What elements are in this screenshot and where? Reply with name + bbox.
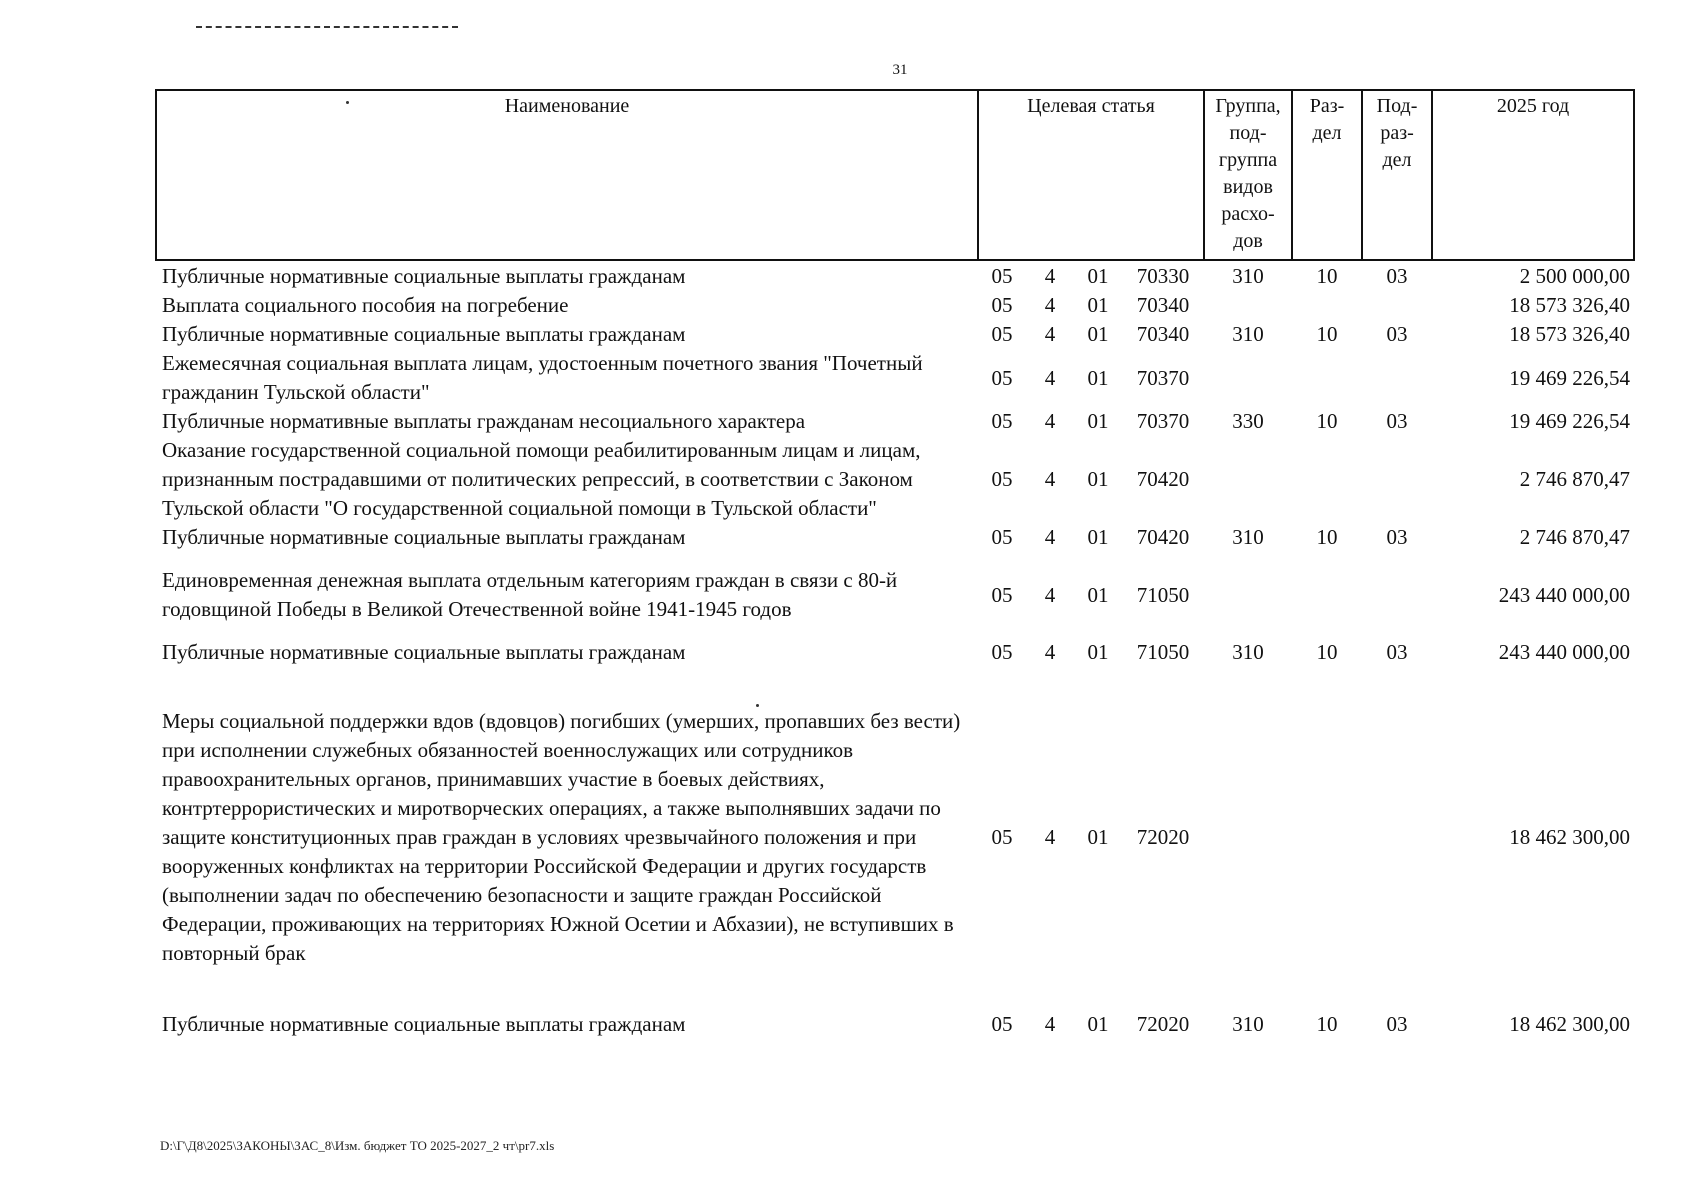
row-name: Оказание государственной социальной помощи реабилитированным лицам и лицам, признанным пострадавшими от политических репрессий, в соответствии с Законом Тульской области "О государственной социальной помощи в Тульской области" xyxy=(162,438,921,520)
row-target-program: 05 xyxy=(991,409,1013,433)
table-row xyxy=(156,349,1634,407)
row-target-type: 4 xyxy=(1044,640,1056,664)
table-row xyxy=(156,407,1634,436)
row-expense-group xyxy=(1204,552,1292,638)
header-section-line: Раз- xyxy=(1309,95,1345,117)
row-target-type: 4 xyxy=(1044,582,1056,607)
row-target-code: 70420 xyxy=(1136,467,1190,491)
row-subsection xyxy=(1362,667,1432,998)
footer-file-path: D:\Г\Д8\2025\ЗАКОНЫ\ЗАС_8\Изм. бюджет ТО 2025-2027_2 чт\pr7.xls xyxy=(160,1138,555,1153)
row-target-type: 4 xyxy=(1044,365,1056,390)
row-expense-group: 310 xyxy=(1232,525,1264,549)
row-name: Публичные нормативные выплаты гражданам несоциального характера xyxy=(162,409,806,433)
row-expense-group: 310 xyxy=(1232,1012,1264,1036)
row-section xyxy=(1292,349,1362,407)
row-section: 10 xyxy=(1316,1012,1338,1036)
row-subsection: 03 xyxy=(1386,322,1408,346)
header-name: Наименование xyxy=(156,90,978,260)
row-target-program: 05 xyxy=(991,365,1013,390)
table-row xyxy=(156,523,1634,552)
row-amount: 243 440 000,00 xyxy=(1498,640,1631,664)
row-section xyxy=(1292,552,1362,638)
row-amount: 2 500 000,00 xyxy=(1519,264,1631,288)
row-target-program: 05 xyxy=(991,525,1013,549)
row-name: Публичные нормативные социальные выплаты гражданам xyxy=(162,322,686,346)
row-amount: 18 462 300,00 xyxy=(1509,1012,1631,1036)
row-name: Выплата социального пособия на погребение xyxy=(162,293,569,317)
budget-table xyxy=(155,89,1635,1039)
header-expense-group-line: дов xyxy=(1233,230,1263,252)
row-section: 10 xyxy=(1316,322,1338,346)
header-section-line: дел xyxy=(1312,122,1342,144)
row-section xyxy=(1292,291,1362,320)
row-name: Ежемесячная социальная выплата лицам, удостоенным почетного звания "Почетный гражданин Тульской области" xyxy=(162,351,923,404)
header-expense-group-line: расхо- xyxy=(1221,203,1275,225)
header-expense-group-line: группа xyxy=(1218,149,1278,171)
row-target-subprogram: 01 xyxy=(1087,467,1109,491)
row-expense-group xyxy=(1204,291,1292,320)
row-expense-group: 310 xyxy=(1232,640,1264,664)
table-row xyxy=(156,638,1634,667)
header-expense-group-line: под- xyxy=(1229,122,1267,144)
header-subsection-line: Под- xyxy=(1376,95,1418,117)
row-expense-group: 310 xyxy=(1232,264,1264,288)
row-target-program: 05 xyxy=(991,264,1013,288)
row-target-type: 4 xyxy=(1044,293,1056,317)
page-number: 31 xyxy=(892,62,908,78)
row-subsection: 03 xyxy=(1386,525,1408,549)
row-target-code: 72020 xyxy=(1136,1012,1190,1036)
row-section: 10 xyxy=(1316,640,1338,664)
row-name: Единовременная денежная выплата отдельным категориям граждан в связи с 80-й годовщиной Победы в Великой Отечественной войне 1941-1945 годов xyxy=(162,568,898,621)
table-row xyxy=(156,291,1634,320)
row-expense-group xyxy=(1204,667,1292,998)
row-section xyxy=(1292,436,1362,523)
row-subsection: 03 xyxy=(1386,640,1408,664)
row-section: 10 xyxy=(1316,264,1338,288)
row-subsection xyxy=(1362,436,1432,523)
header-section xyxy=(1292,90,1362,260)
row-target-subprogram: 01 xyxy=(1087,293,1109,317)
header-year: 2025 год xyxy=(1432,90,1634,260)
row-target-type: 4 xyxy=(1044,525,1056,549)
row-expense-group: 310 xyxy=(1232,322,1264,346)
row-amount: 2 746 870,47 xyxy=(1519,467,1631,491)
row-target-subprogram: 01 xyxy=(1087,525,1109,549)
row-target-program: 05 xyxy=(991,640,1013,664)
row-target-subprogram: 01 xyxy=(1087,365,1109,390)
row-amount: 19 469 226,54 xyxy=(1509,365,1631,390)
row-target-type: 4 xyxy=(1044,825,1056,849)
row-target-subprogram: 01 xyxy=(1087,582,1109,607)
row-target-program: 05 xyxy=(991,467,1013,491)
row-target-code: 70330 xyxy=(1136,264,1190,288)
row-target-code: 71050 xyxy=(1136,640,1190,664)
header-subsection-line: дел xyxy=(1382,149,1412,171)
row-amount: 18 573 326,40 xyxy=(1509,293,1631,317)
row-name: Публичные нормативные социальные выплаты гражданам xyxy=(162,640,686,664)
row-target-program: 05 xyxy=(991,293,1013,317)
row-name: Меры социальной поддержки вдов (вдовцов) погибших (умерших, пропавших без вести) при исполнении служебных обязанностей военнослужащих или сотрудников правоохранительных органов, принимавших участие в боевых действиях, контртеррористических и миротворческих операциях, а также выполнявших задачи по защите конституционных прав граждан в условиях чрезвычайного положения и при вооруженных конфликтах на территории Российской Федерации и других государств (выполнении задач по обеспечению безопасности и защите граждан Российской Федерации, проживающих на территориях Южной Осетии и Абхазии), не вступивших в повторный брак xyxy=(162,709,961,965)
table-row xyxy=(156,320,1634,349)
table-header-row xyxy=(156,90,1634,260)
row-section: 10 xyxy=(1316,409,1338,433)
row-target-code: 71050 xyxy=(1136,582,1190,607)
row-name: Публичные нормативные социальные выплаты гражданам xyxy=(162,264,686,288)
row-target-subprogram: 01 xyxy=(1087,640,1109,664)
row-amount: 18 462 300,00 xyxy=(1509,825,1631,849)
row-target-code: 72020 xyxy=(1136,825,1190,849)
row-name: Публичные нормативные социальные выплаты гражданам xyxy=(162,525,686,549)
header-subsection-line: раз- xyxy=(1380,122,1414,144)
header-target-article: Целевая статья xyxy=(978,90,1204,260)
row-subsection xyxy=(1362,291,1432,320)
header-expense-group-line: Группа, xyxy=(1215,95,1281,117)
row-subsection xyxy=(1362,552,1432,638)
row-target-program: 05 xyxy=(991,322,1013,346)
row-target-subprogram: 01 xyxy=(1087,825,1109,849)
row-target-program: 05 xyxy=(991,825,1013,849)
row-amount: 243 440 000,00 xyxy=(1498,582,1631,607)
row-target-code: 70340 xyxy=(1136,293,1190,317)
row-target-subprogram: 01 xyxy=(1087,322,1109,346)
row-target-program: 05 xyxy=(991,1012,1013,1036)
row-expense-group xyxy=(1204,349,1292,407)
scan-artifact-line xyxy=(196,26,458,28)
row-target-type: 4 xyxy=(1044,467,1056,491)
row-section xyxy=(1292,667,1362,998)
row-expense-group: 330 xyxy=(1232,409,1264,433)
row-subsection: 03 xyxy=(1386,264,1408,288)
row-target-code: 70370 xyxy=(1136,365,1190,390)
row-target-subprogram: 01 xyxy=(1087,409,1109,433)
row-target-type: 4 xyxy=(1044,264,1056,288)
row-target-program: 05 xyxy=(991,582,1013,607)
row-target-type: 4 xyxy=(1044,322,1056,346)
table-row xyxy=(156,260,1634,291)
row-subsection: 03 xyxy=(1386,1012,1408,1036)
table-row xyxy=(156,436,1634,523)
header-expense-group-line: видов xyxy=(1223,176,1273,198)
row-section: 10 xyxy=(1316,525,1338,549)
table-row xyxy=(156,552,1634,638)
row-target-code: 70340 xyxy=(1136,322,1190,346)
row-name: Публичные нормативные социальные выплаты гражданам xyxy=(162,1012,686,1036)
row-amount: 18 573 326,40 xyxy=(1509,322,1631,346)
row-amount: 2 746 870,47 xyxy=(1519,525,1631,549)
row-subsection xyxy=(1362,349,1432,407)
row-target-subprogram: 01 xyxy=(1087,264,1109,288)
row-target-code: 70370 xyxy=(1136,409,1190,433)
row-subsection: 03 xyxy=(1386,409,1408,433)
row-expense-group xyxy=(1204,436,1292,523)
row-target-code: 70420 xyxy=(1136,525,1190,549)
row-target-type: 4 xyxy=(1044,1012,1056,1036)
row-target-type: 4 xyxy=(1044,409,1056,433)
row-amount: 19 469 226,54 xyxy=(1509,409,1631,433)
table-row xyxy=(156,998,1634,1039)
table-row xyxy=(156,667,1634,998)
header-expense-group xyxy=(1204,90,1292,260)
header-subsection xyxy=(1362,90,1432,260)
row-target-subprogram: 01 xyxy=(1087,1012,1109,1036)
